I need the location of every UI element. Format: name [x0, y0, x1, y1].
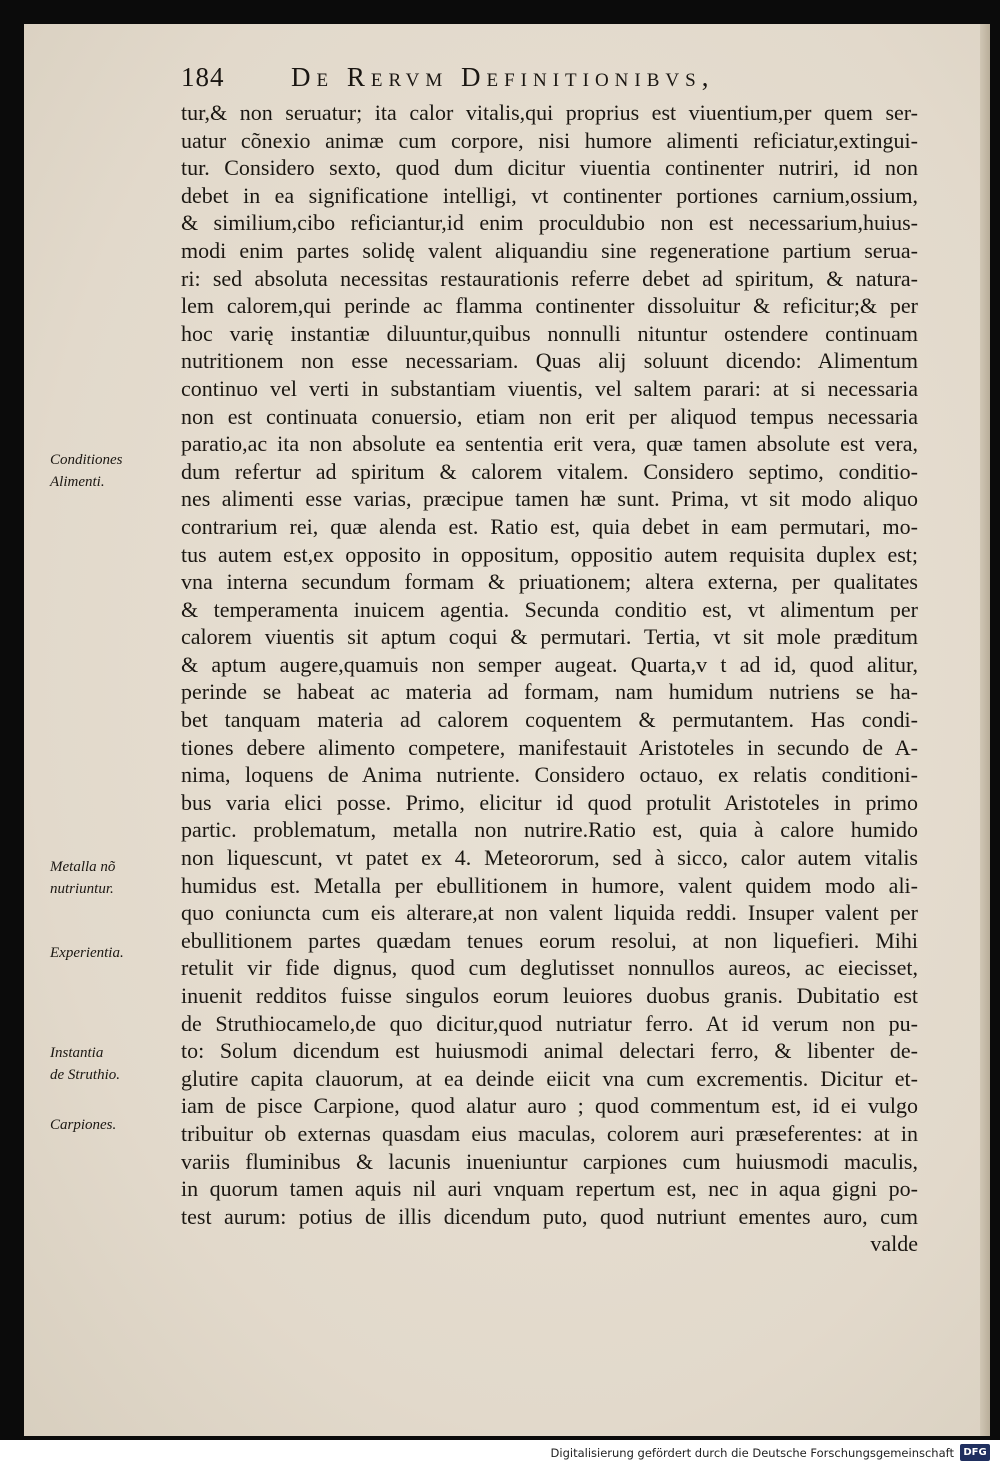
funding-credit: Digitalisierung gefördert durch die Deutsche Forschungsgemeinschaft [550, 1446, 954, 1460]
text-line: in quorum tamen aquis nil auri vnquam repertum est, nec in aqua gigni po- [181, 1176, 918, 1202]
marginal-note [50, 1114, 185, 1136]
text-line: variis fluminibus & lacunis inueniuntur carpiones cum huiusmodi maculis, [181, 1148, 918, 1174]
marginal-note-line: Carpiones. [50, 1117, 117, 1133]
text-line: inuenit redditos fuisse singulos eorum leuiores duobus granis. Dubitatio est [181, 983, 918, 1008]
text-line: lem calorem,qui perinde ac flamma continenter dissoluitur & reficitur;& per [181, 293, 918, 319]
catchword: valde [870, 1231, 918, 1257]
text-line: & similium,cibo reficiantur,id enim proculdubio non est necessarium,huius- [181, 210, 918, 236]
text-line: paratio,ac ita non absolute ea sententia erit vera, quæ tamen absolute est vera, [181, 431, 918, 457]
text-line: tur. Considero sexto, quod dum dicitur viuentia continenter nutriri, id non [181, 155, 918, 181]
text-line: test aurum: potius de illis dicendum puto, quod nutriunt ementes auro, cum [181, 1203, 918, 1229]
text-line: to: Solum dicendum est huiusmodi animal delectari ferro, & libenter de- [181, 1038, 918, 1064]
text-line: contrarium rei, quæ alenda est. Ratio est, quia debet in eam permutari, mo- [181, 513, 918, 539]
text-line: tur,& non seruatur; ita calor vitalis,qui proprius est viuentium,per quem ser- [181, 100, 918, 125]
text-line: nes alimenti esse varias, præcipue tamen hæ sunt. Prima, vt sit modo aliquo [181, 486, 918, 512]
text-line: glutire capita clauorum, at ea deinde eiicit vna cum excrementis. Dicitur et- [181, 1065, 918, 1091]
text-line: perinde se habeat ac materia ad formam, nam humidum nutriens se ha- [181, 679, 918, 705]
text-line: ebullitionem partes quædam tenues eorum resolui, at non liquefieri. Mihi [181, 927, 918, 953]
marginal-note-line: Metalla nõ [50, 859, 116, 875]
body-text [181, 99, 918, 1258]
marginal-note-line: Conditiones [50, 452, 123, 468]
marginal-note [50, 1042, 185, 1086]
text-line: tiones debere alimento competere, manifestauit Aristoteles in secundo de A- [181, 734, 918, 760]
marginal-note-line: Alimenti. [50, 474, 105, 490]
text-line: de Struthiocamelo,de quo dicitur,quod nutriatur ferro. At id verum non pu- [181, 1010, 918, 1036]
marginal-note [50, 942, 185, 964]
text-line: & aptum augere,quamuis non semper augeat. Quarta,v t ad id, quod alitur, [181, 651, 918, 677]
text-line: retulit vir fide dignus, quod cum deglutisset nonnullos aureos, ac eiecisset, [181, 955, 918, 981]
marginal-note [50, 449, 185, 493]
text-line: partic. problematum, metalla non nutrire.Ratio est, quia à calore humido [181, 817, 918, 843]
text-line: humidus est. Metalla per ebullitionem in humore, valent quidem modo ali- [181, 872, 918, 898]
text-line: continuo vel verti in substantiam viuentis, vel saltem parari: at si necessaria [181, 375, 918, 401]
text-line: nutritionem non esse necessariam. Quas alij soluunt dicendo: Alimentum [181, 348, 918, 374]
text-line: bus varia elici posse. Primo, elicitur id quod protulit Aristoteles in primo [181, 789, 918, 815]
text-line: bet tanquam materia ad calorem coquentem & permutantem. Has condi- [181, 707, 918, 733]
running-head [181, 62, 871, 98]
marginal-note [50, 856, 185, 900]
dfg-logo: DFG [960, 1444, 990, 1461]
text-line: non liquescunt, vt patet ex 4. Meteororum, sed à sicco, calor autem vitalis [181, 845, 918, 871]
text-line: nima, loquens de Anima nutriente. Considero octauo, ex relatis conditioni- [181, 762, 918, 788]
text-line: tus autem est,ex opposito in oppositum, oppositio autem requisita duplex est; [181, 541, 918, 567]
marginal-note-line: de Struthio. [50, 1067, 120, 1083]
text-line: & temperamenta inuicem agentia. Secunda conditio est, vt alimentum per [181, 596, 918, 622]
text-line: dum refertur ad spiritum & calorem vitalem. Considero septimo, conditio- [181, 458, 918, 484]
text-line: ri: sed absoluta necessitas restaurationis referre debet ad spiritum, & natura- [181, 265, 918, 291]
text-line: debet in ea significatione intelligi, vt continenter portiones carnium,ossium, [181, 182, 918, 208]
text-line: non est continuata conuersio, etiam non erit per aliquod tempus necessaria [181, 403, 918, 429]
text-line: uatur cõnexio animæ cum corpore, nisi humore alimenti reficiatur,extingui- [181, 127, 918, 153]
text-line: iam de pisce Carpione, quod alatur auro ; quod commentum est, id ei vulgo [181, 1093, 918, 1119]
page-edge [980, 24, 990, 1436]
text-line: vna interna secundum formam & priuationem; altera externa, per qualitates [181, 569, 918, 595]
running-title: De Rervm Definitionibvs, [291, 62, 715, 92]
footer-bar [0, 1440, 1000, 1468]
page-number: 184 [181, 62, 225, 92]
text-line: modi enim partes solidę valent aliquandiu sine regeneratione partium serua- [181, 237, 918, 263]
text-line: hoc varię instantiæ diluuntur,quibus nonnulli nituntur ostendere continuam [181, 320, 918, 346]
text-line: calorem viuentis sit aptum coqui & permutari. Tertia, vt sit mole præditum [181, 624, 918, 650]
marginal-note-line: Experientia. [50, 945, 124, 961]
marginal-note-line: Instantia [50, 1045, 104, 1061]
marginal-note-line: nutriuntur. [50, 881, 114, 897]
text-line: quo coniuncta cum eis alterare,at non valent liquida reddi. Insuper valent per [181, 900, 918, 926]
text-line: tribuitur ob externas quasdam eius maculas, colorem auri præseferentes: at in [181, 1120, 918, 1146]
